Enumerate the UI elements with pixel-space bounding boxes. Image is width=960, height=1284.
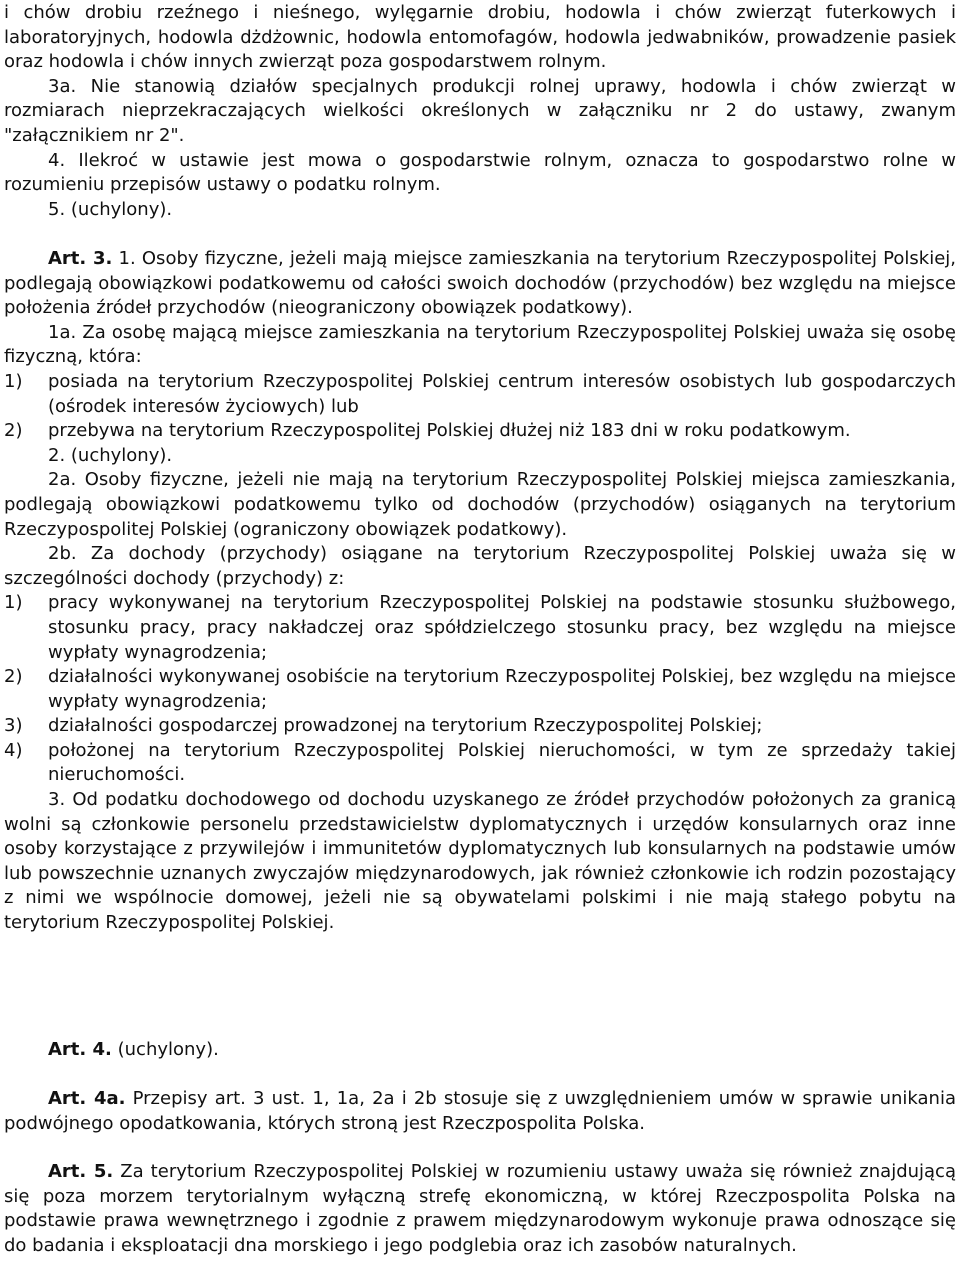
article-heading: Art. 5. [48,1161,114,1182]
list-item-text: pracy wykonywanej na terytorium Rzeczypospolitej Polskiej na podstawie stosunku służbowego, stosunku pracy, pracy nakładczej oraz spółdzielczego stosunku pracy, bez względu na miejsce wypłaty wynagrodzenia; [48,592,956,663]
paragraph-text: Osoby fizyczne, jeżeli nie mają na terytorium Rzeczypospolitej Polskiej miejsca zamieszkania, podlegają obowiązkowi podatkowemu tylko od dochodów (przychodów) osiąganych na terytorium Rzeczypospolitej Polskiej (ograniczony obowiązek podatkowy). [4,469,956,540]
section-art4 [4,1038,956,1063]
paragraph-4 [4,149,956,198]
list-item-text: posiada na terytorium Rzeczypospolitej Polskiej centrum interesów osobistych lub gospodarczych (ośrodek interesów życiowych) lub [48,370,956,417]
list-item-number: 2) [4,666,23,688]
paragraph-text: Za dochody (przychody) osiągane na terytorium Rzeczypospolitej Polskiej uważa się w szczególności dochody (przychody) z: [4,543,956,589]
list-item [4,714,956,739]
paragraph-3a [4,75,956,149]
paragraph-label: 2a. [48,469,77,491]
list-item-number: 4) [4,739,23,761]
article-heading: Art. 3. [48,248,113,269]
list-item-text: działalności wykonywanej osobiście na terytorium Rzeczypospolitej Polskiej, bez względu na miejsce wypłaty wynagrodzenia; [48,666,956,712]
paragraph-art4 [4,1038,956,1063]
paragraph-text: Za osobę mającą miejsce zamieszkania na terytorium Rzeczypospolitej Polskiej uważa się osobę fizyczną, która: [4,321,956,368]
paragraph-art3-1a [4,321,956,370]
paragraph-art3-2: 2. (uchylony). [48,444,173,466]
list-item-number: 1) [4,370,23,392]
paragraph-art5 [4,1160,956,1258]
paragraph-art3-1 [4,247,956,321]
paragraph-art3-2a [4,468,956,542]
list-item-number: 3) [4,715,23,737]
paragraph-label: 2b. [48,543,77,565]
paragraph-text: (uchylony). [111,1039,219,1060]
list-item-text: działalności gospodarczej prowadzonej na terytorium Rzeczypospolitej Polskiej; [48,715,763,737]
paragraph-text: Za terytorium Rzeczypospolitej Polskiej w rozumieniu ustawy uważa się również znajdującą się poza morzem terytorialnym wyłączną strefę ekonomiczną, w której Rzeczpospolita Polska na podstawie prawa wewnętrznego i zgodnie z prawem międzynarodowym wykonuje prawa odnoszące się do badania i eksploatacji dna morskiego i jego podglebia oraz ich zasobów naturalnych. [4,1161,956,1256]
list-item [4,591,956,665]
paragraph-label: 1a. [48,321,77,343]
section-art5 [4,1160,956,1258]
section-art2-continuation [4,1,956,222]
paragraph-art4a [4,1087,956,1136]
paragraph-continuation: i chów drobiu rzeźnego i nieśnego, wylęgarnie drobiu, hodowla i chów zwierząt futerkowych i laboratoryjnych, hodowla dżdżownic, hodowla entomofagów, hodowla jedwabników, prowadzenie pasiek oraz hodowla i chów innych zwierząt poza gospodarstwem rolnym. [4,2,956,73]
list-item [4,739,956,788]
paragraph-text: Osoby fizyczne, jeżeli mają miejsce zamieszkania na terytorium Rzeczypospolitej Polskiej, podlegają obowiązkowi podatkowemu od całości swoich dochodów (przychodów) bez względu na miejsce położenia źródeł przychodów (nieograniczony obowiązek podatkowy). [4,248,957,319]
paragraph-text: Nie stanowią działów specjalnych produkcji rolnej uprawy, hodowla i chów zwierząt w rozmiarach nieprzekraczających wielkości określonych w załączniku nr 2 do ustawy, zwanym "załącznikiem nr 2". [4,75,956,146]
list-item [4,665,956,714]
paragraph-5: 5. (uchylony). [48,198,173,220]
section-art4a [4,1087,956,1136]
list-item [4,370,956,419]
list-item-text: położonej na terytorium Rzeczypospolitej Polskiej nieruchomości, w tym ze sprzedaży takiej nieruchomości. [48,739,956,786]
paragraph-text: Od podatku dochodowego od dochodu uzyskanego ze źródeł przychodów położonych za granicą wolni są członkowie personelu przedstawicielstw dyplomatycznych i urzędów konsularnych oraz inne osoby korzystające z przywilejów i immunitetów dyplomatycznych lub konsularnych na podstawie umów lub powszechnie uznanych zwyczajów międzynarodowych, jak również członkowie ich rodzin pozostający z nimi we wspólnocie domowej, jeżeli nie są obywatelami polskimi i nie mają stałego pobytu na terytorium Rzeczypospolitej Polskiej. [4,789,956,934]
paragraph-text: Przepisy art. 3 ust. 1, 1a, 2a i 2b stosuje się z uwzględnieniem umów w sprawie unikania podwójnego opodatkowania, których stroną jest Rzeczpospolita Polska. [4,1088,956,1134]
list-item-number: 1) [4,592,23,614]
paragraph-label: 4. [48,149,66,171]
paragraph-text: Ilekroć w ustawie jest mowa o gospodarstwie rolnym, oznacza to gospodarstwo rolne w rozumieniu przepisów ustawy o podatku rolnym. [4,149,956,196]
article-heading: Art. 4a. [48,1088,126,1109]
paragraph-label: 1. [118,248,136,269]
paragraph-art3-2b [4,542,956,591]
article-heading: Art. 4. [48,1039,112,1060]
list-item-number: 2) [4,420,23,442]
list-item-text: przebywa na terytorium Rzeczypospolitej Polskiej dłużej niż 183 dni w roku podatkowym. [48,420,851,442]
paragraph-art3-3 [4,788,956,936]
paragraph-label: 3a. [48,75,77,97]
section-art3 [4,247,956,936]
paragraph-label: 3. [48,789,66,811]
list-item [4,419,956,444]
